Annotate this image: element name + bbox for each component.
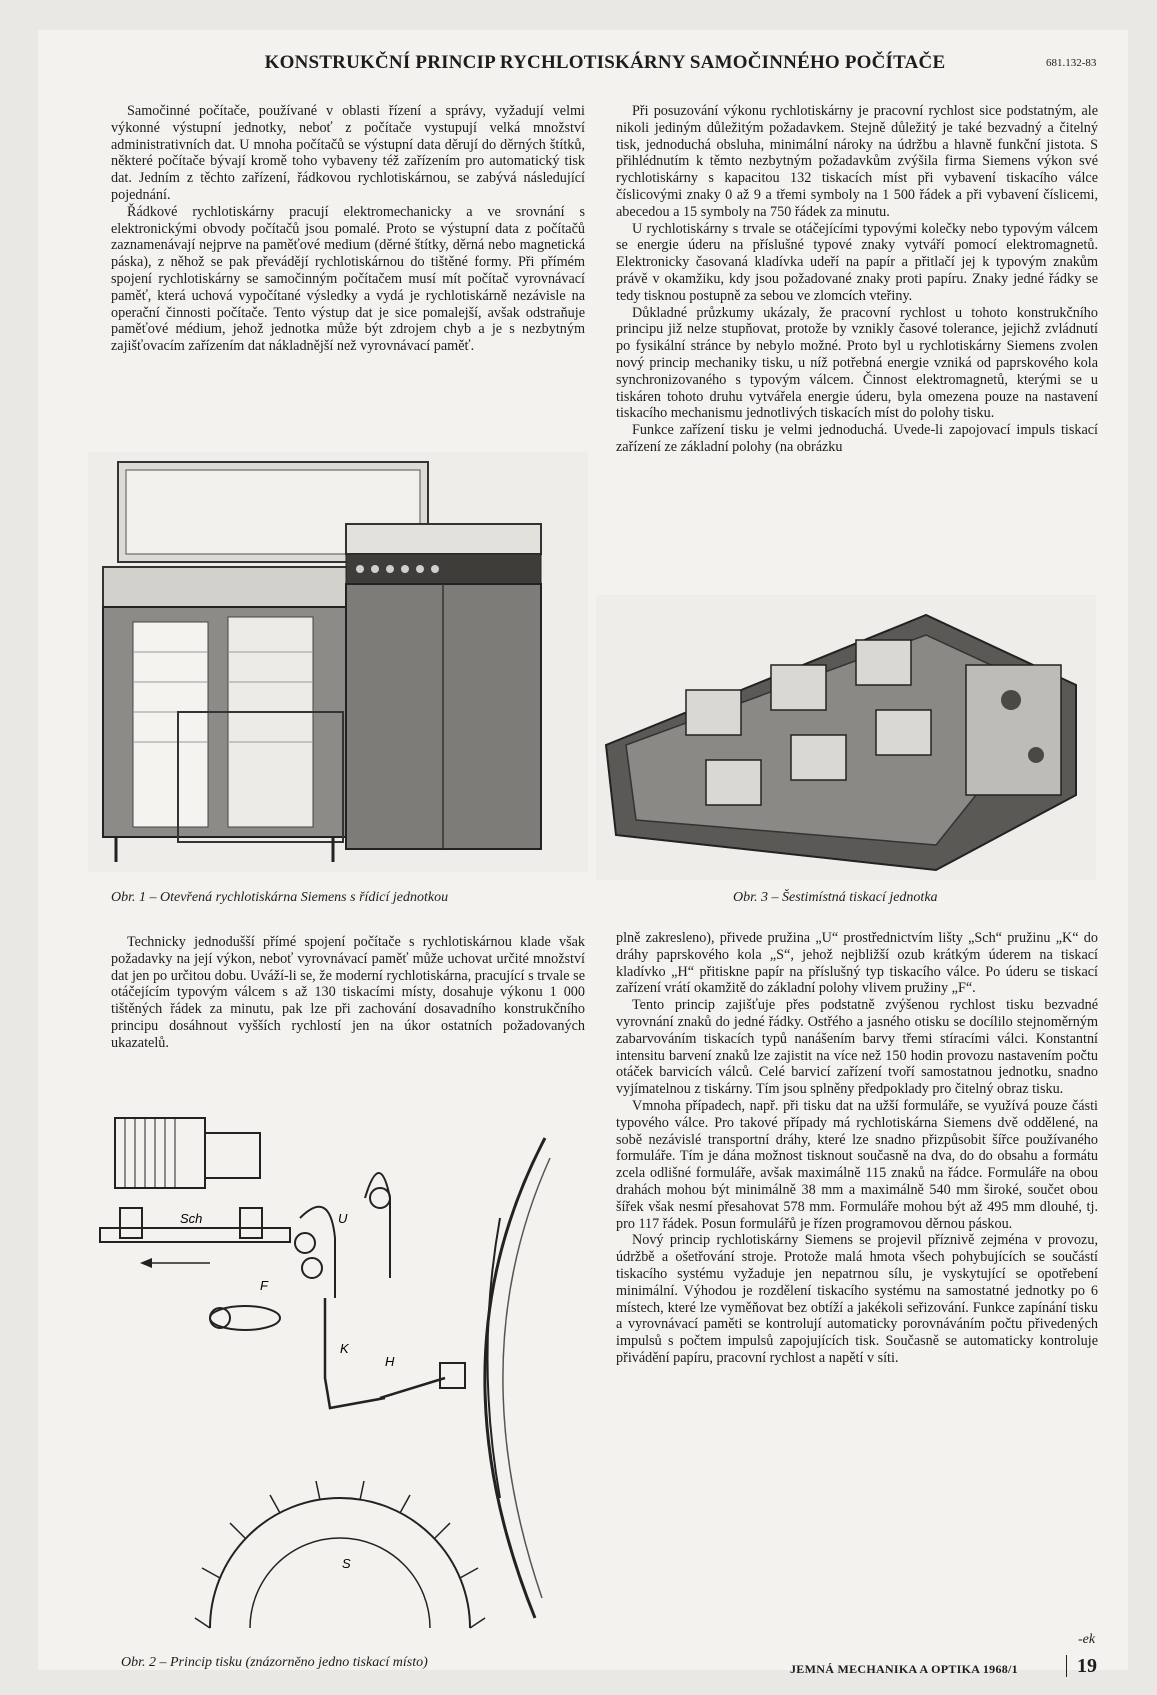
printing-principle-diagram (80, 1098, 560, 1648)
column-2-bottom (616, 930, 1098, 1367)
label-k: K (340, 1341, 349, 1356)
page-number: 19 (1066, 1655, 1097, 1677)
figure-3-caption: Obr. 3 – Šestimístná tiskací jednotka (733, 890, 938, 905)
paragraph: Funkce zařízení tisku je velmi jednoduchá. Uvede-li zapojovací impuls tiskací zařízení ze základní polohy (na obrázku (616, 422, 1098, 455)
paragraph: Technicky jednodušší přímé spojení počítače s rychlotiskárnou klade však požadavky na její výkon, neboť vyrovnávací paměť může uchovat určité množství dat jen po určitou dobu. Uváží-li se, že moderní rychlotiskárna, pracující s trvale se otáčejícím typovým válcem s až 130 tiskacími místy, dosahuje výkonu 1 000 tištěných řádek za minutu, pak lze při zachování dosavadního konstrukčního principu dosáhnout vyšších rychlostí jen na úkor ostatních požadovaných ukazatelů. (111, 934, 585, 1051)
column-2-top (616, 103, 1098, 456)
udc-code: 681.132-83 (1046, 57, 1097, 69)
figure-2-caption: Obr. 2 – Princip tisku (znázorněno jedno tiskací místo) (121, 1655, 428, 1670)
journal-footer: JEMNÁ MECHANIKA A OPTIKA 1968/1 (790, 1662, 1018, 1676)
paragraph: U rychlotiskárny s trvale se otáčejícími typovými kolečky nebo typovým válcem se energie úderu na příslušné typové znaky vytváří pomocí elektromagnetů. Elektronicky časovaná kladívka udeří na papír a přitlačí jej k typovým znakům právě v okamžiku, kdy jsou požadované znaky proti papíru. Znaky jedné řádky se tedy tisknou postupně za sebou ve zlomcích vteřiny. (616, 220, 1098, 304)
printer-photo (88, 452, 588, 872)
paragraph: Samočinné počítače, používané v oblasti řízení a správy, vyžadují velmi výkonné výstupní jednotky, neboť z počítače vystupují velká množství administrativních dat. U mnoha počítačů se výstupní data děrují do děrných štítků, některé počítače bývají kromě toho vybaveny též zařízením pro automatický tisk dat. Jedním z těchto zařízení, řádkovou rychlotiskárnou, se zabývá následující pojednání. (111, 103, 585, 203)
paragraph: Řádkové rychlotiskárny pracují elektromechanicky a ve srovnání s elektronickými obvody počítačů jsou pomalé. Proto se výstupní data z počítačů zaznamenávají nejprve na paměťové medium (děrné štítky, děrná nebo magnetická páska), z něhož se pak převádějí rychlotiskárnou do tištěné formy. Při přímém spojení rychlotiskárny se samočinným počítačem musí mít počítač vyrovnávací paměť, která uchová vypočítané výsledky a vydá je rychlotiskárně nezávisle na operační činnosti počítače. Tento výstup dat je sice pomalejší, avšak odstraňuje paměťové médium, jehož jednotka může být zdrojem chyb a je s nezbytným zajišťovacím zařízením dat nákladnější než vyrovnávací paměť. (111, 203, 585, 355)
printing-unit-photo (596, 595, 1096, 880)
label-h: H (385, 1354, 395, 1369)
column-1-top (111, 103, 585, 355)
paragraph: Tento princip zajišťuje přes podstatně zvýšenou rychlost tisku bezvadné vyrovnání znaků do jedné řádky. Ostřého a jasného otisku se docílilo stejnoměrným zabarvováním tiskacích typů nanášením barvy třemi stíracími válci. Konstantní intensitu barvení znaků lze zajistit na více než 150 hodin provozu nastavením počtu otáček barvicích válců. Celé barvicí zařízení tvoří samostatnou jednotku, snadno vyjímatelnou z tiskárny. Tím jsou splněny předpoklady pro čitelný obraz tisku. (616, 997, 1098, 1098)
paragraph: Nový princip rychlotiskárny Siemens se projevil příznivě zejména v provozu, údržbě a ošetřování stroje. Protože malá hmota všech pohybujících se součástí tiskacího systému vyžaduje jen nepatrnou sílu, je vyskytující se opotřebení minimální. Výhodou je rozdělení tiskacího systému na samostatné jednotky po 6 místech, které lze vyměňovat bez obtíží a jakékoli seřizování. Funkce zapínání tisku a vyrovnávací paměti se kontrolují automaticky porovnáváním počtu přivedených impulsů s počtem impulsů zapojujících tisk. Současně se automaticky kontroluje přivádění papíru, pracovní rychlost a napětí v síti. (616, 1232, 1098, 1366)
paragraph: Při posuzování výkonu rychlotiskárny je pracovní rychlost sice podstatným, ale nikoli jediným důležitým požadavkem. Stejně důležitý je také bezvadný a čitelný tisk, jednoduchá obsluha, minimální nároky na údržbu a hlavně funkční jistota. S přihlédnutím k těmto nezbytným požadavkům zvýšila firma Siemens výkon své rychlotiskárny s kapacitou 132 tiskacích míst při vybavení tiskacího válce číslicovými znaky 0 až 9 a třemi symboly na 1 500 řádek a při vybavení číslicemi, abecedou a 15 symboly na 750 řádek za minutu. (616, 103, 1098, 220)
paragraph: Vmnoha případech, např. při tisku dat na užší formuláře, se využívá pouze části typového válce. Pro takové případy má rychlotiskárna Siemens dvě oddělené, na sobě nezávislé transportní dráhy, které lze snadno přizpůsobit šířce používaného formuláře. Tím je dána možnost tisknout současně na dva, do do obsahu a formátu zcela odlišné formuláře, avšak maximálně 115 znaků na řádce. Formuláře na obou drahách mohou být minimálně 38 mm a maximálně 540 mm široké, součet obou šířek však nesmí přesahovat 578 mm. Formuláře mohou být až 495 mm dlouhé, tj. pro 117 řádek. Posun formulářů je řízen programovou děrnou páskou. (616, 1097, 1098, 1232)
paragraph: Důkladné průzkumy ukázaly, že pracovní rychlost u tohoto konstrukčního principu již nelze stupňovat, protože by vznikly časové tolerance, jejichž zvládnutí po fysikální stránce by nebylo možné. Proto byl u rychlotiskárny Siemens zvolen nový princip mechaniky tisku, u níž potřebná energie vzniká od paprskového kola synchronizovaného s typovým válcem. Činnost elektromagnetů, kterými se u tiskáren tohoto druhu vytvářela energie úderu, byla omezena pouze na nastavení tiskacího mechanismu jednotlivých tiskacích míst do polohy tisku. (616, 304, 1098, 422)
label-f: F (260, 1278, 268, 1293)
label-sch: Sch (180, 1211, 203, 1226)
label-u: U (338, 1211, 348, 1226)
author-signature: -ek (1078, 1632, 1096, 1647)
article-title: KONSTRUKČNÍ PRINCIP RYCHLOTISKÁRNY SAMOČINNÉHO POČÍTAČE (264, 52, 946, 73)
column-1-bottom (111, 934, 585, 1052)
figure-1-caption: Obr. 1 – Otevřená rychlotiskárna Siemens s řídicí jednotkou (111, 890, 449, 905)
label-s: S (342, 1556, 351, 1571)
paragraph: plně zakresleno), přivede pružina „U“ prostřednictvím lišty „Sch“ pružinu „K“ do dráhy paprskového kola „S“, jehož nejbližší ozub krátkým úderem na tiskací kladívko „H“ přitiskne papír na příslušný typ tiskacího válce. Po úderu se tiskací zařízení vrátí okamžitě do základní polohy vlivem pružiny „F“. (616, 930, 1098, 997)
